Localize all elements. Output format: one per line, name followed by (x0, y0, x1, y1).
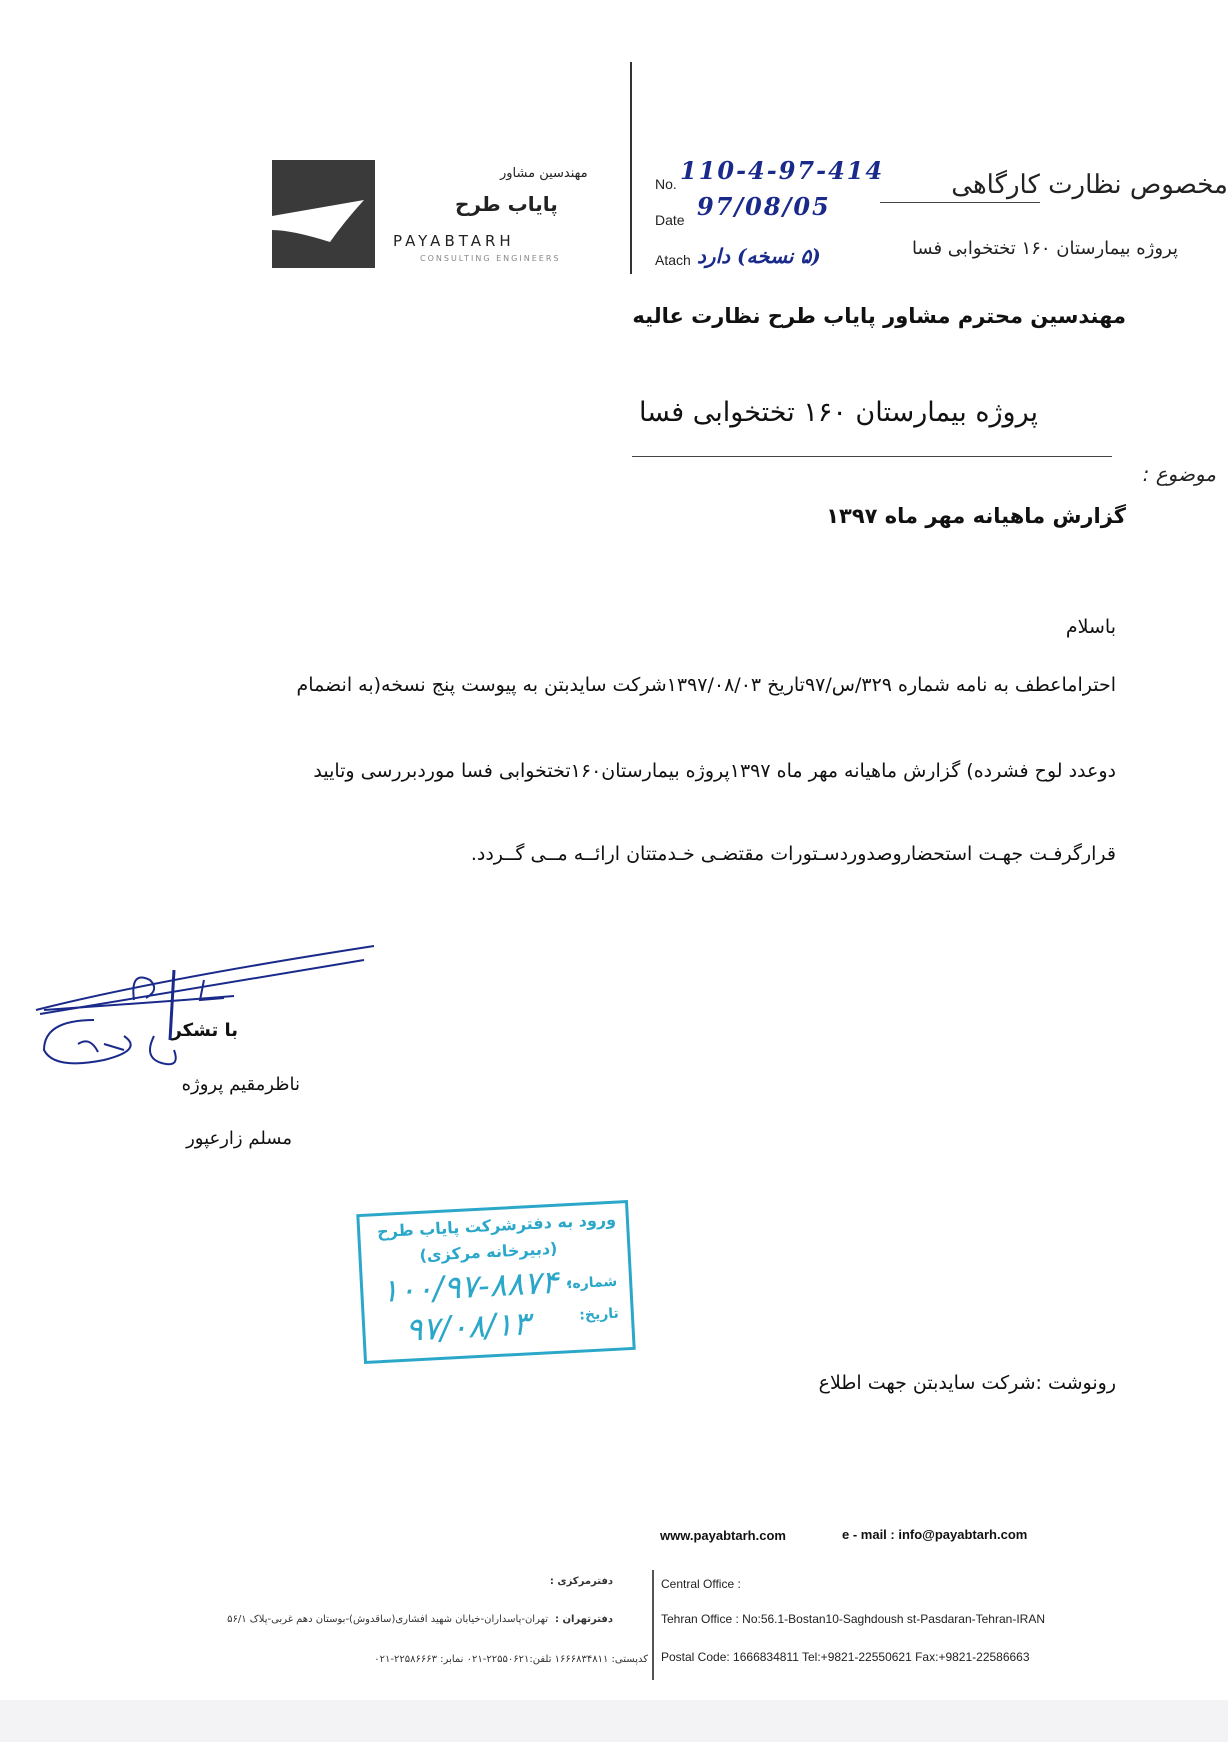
addressee: مهندسین محترم مشاور پایاب طرح نظارت عالیه (632, 304, 1126, 328)
stamp-number-value: ۱۰۰/۹۷-۸۸۷۴۰ (380, 1261, 577, 1310)
footer-fa-tehran-label: دفترتهران : (554, 1614, 613, 1625)
attachment-value: (۵ نسخه) دارد (697, 244, 821, 268)
subject-text: گزارش ماهیانه مهر ماه ۱۳۹۷ (826, 504, 1126, 528)
footer-en-tehran-address: Tehran Office : No:56.1-Bostan10-Saghdoush st-Pasdaran-Tehran-IRAN (661, 1612, 1045, 1626)
paragraph-line: احتراماعطف به نامه شماره ۳۲۹/س/۹۷تاریخ ۱۳۹۷/۰۸/۰۳شرکت سایدبتن به پیوست پنج نسخه(به انضمام (296, 674, 1116, 696)
receipt-stamp (356, 1200, 635, 1364)
stamp-number-label: شماره: (566, 1273, 618, 1293)
logo-fa-name: پایاب طرح (455, 192, 558, 216)
footer-fa-central-office: دفترمرکزی : (549, 1576, 613, 1587)
header-project-name: پروژه بیمارستان ۱۶۰ تختخوابی فسا (911, 238, 1178, 259)
logo-latin-name: PAYABTARH (393, 232, 515, 250)
letter-number-value: 110-4-97-414 (680, 156, 885, 185)
signatory-name: مسلم زارعپور (186, 1128, 292, 1149)
stamp-date-value: ۹۷/۰۸/۱۳ (404, 1304, 531, 1349)
footer-divider (652, 1570, 654, 1680)
attachment-label: Atach (655, 252, 691, 268)
signatory-role: ناظرمقیم پروژه (181, 1074, 300, 1095)
header-divider (630, 62, 632, 274)
footer-email: e - mail : info@payabtarh.com (842, 1527, 1028, 1542)
stamp-department-line: (دبیرخانه مرکزی) (419, 1238, 558, 1265)
company-logo-mark (272, 160, 375, 268)
logo-latin-subtitle: CONSULTING ENGINEERS (420, 254, 561, 263)
paragraph-line: قرارگرفـت جهـت استحضاروصدوردسـتورات مقتضـی خـدمتتان ارائــه مــی گــردد. (470, 843, 1116, 865)
carbon-copy-note: رونوشت :شرکت سایدبتن جهت اطلاع (818, 1372, 1116, 1394)
project-name: پروژه بیمارستان ۱۶۰ تختخوابی فسا (638, 397, 1038, 428)
paragraph-line: دوعدد لوح فشرده) گزارش ماهیانه مهر ماه ۱۳۹۷پروژه بیمارستان۱۶۰تختخوابی فسا موردبررسی وتایید (313, 760, 1116, 782)
handwritten-signature (34, 940, 394, 1094)
greeting: باسلام (1065, 616, 1116, 638)
subject-underline (632, 456, 1112, 457)
footer-en-postal-contact: Postal Code: 1666834811 Tel:+9821-22550621 Fax:+9821-22586663 (661, 1650, 1030, 1664)
stamp-title-underline (880, 202, 1040, 203)
footer-website: www.payabtarh.com (660, 1528, 786, 1543)
site-supervision-stamp-title: مخصوص نظارت کارگاهی (951, 170, 1228, 200)
footer-en-central-office: Central Office : (661, 1577, 741, 1591)
footer-fa-tehran-address: تهران-پاسداران-خیابان شهید افشاری(ساقدوش)-بوستان دهم غربی-پلاک ۵۶/۱ (227, 1614, 548, 1625)
letter-number-label: No. (655, 176, 677, 192)
subject-label: موضوع : (1142, 462, 1216, 486)
stamp-date-label: تاریخ: (578, 1305, 620, 1324)
letter-date-label: Date (655, 212, 685, 228)
letter-date-value: 97/08/05 (697, 192, 831, 221)
logo-fa-subtitle: مهندسین مشاور (500, 166, 588, 181)
scan-bottom-edge (0, 1700, 1228, 1742)
stamp-company-line: ورود به دفترشرکت پایاب طرح (376, 1209, 617, 1242)
footer-fa-contact: کدپستی: ۱۶۶۶۸۳۴۸۱۱ تلفن:۲۲۵۵۰۶۲۱-۰۲۱ نمابر: ۲۲۵۸۶۶۶۳-۰۲۱ (374, 1654, 648, 1665)
closing-thanks: با تشکر (171, 1020, 238, 1041)
